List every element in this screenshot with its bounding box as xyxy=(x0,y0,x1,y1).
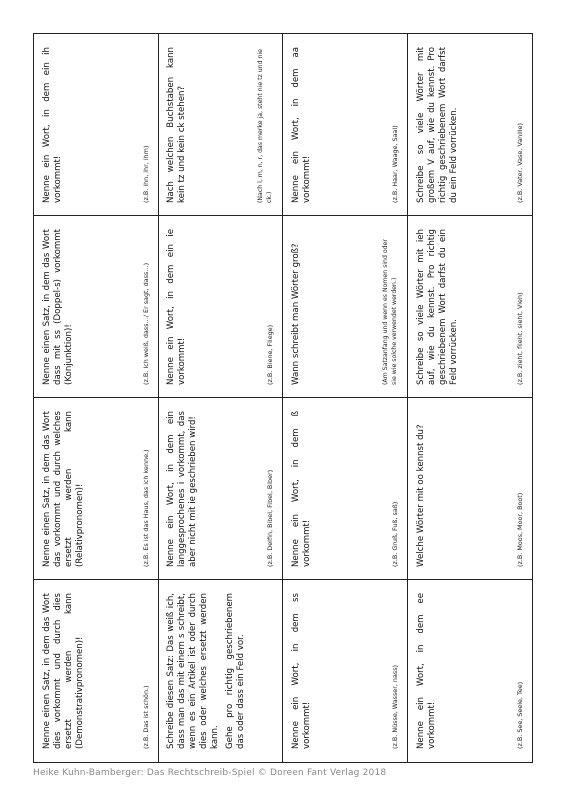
card-example: (z.B. Das ist schön.) xyxy=(141,685,150,749)
card-question-text: Welche Wörter mit oo kennst du? xyxy=(415,423,426,567)
card-r3c2 xyxy=(283,398,408,580)
card-example: (z.B. See, Seele, Tee) xyxy=(515,681,524,749)
card-example: (z.B. zieht, flieht, sieht, Vieh) xyxy=(515,292,524,385)
card-question-text: Nenne ein Wort, in dem ee vorkommt! xyxy=(415,593,437,749)
card-r1c3 xyxy=(34,216,159,398)
card-content xyxy=(162,587,278,755)
card-question-text: Nenne ein Wort, in dem ss vorkommt! xyxy=(290,593,312,749)
card-grid xyxy=(33,33,533,763)
card-example: (z.B. Delfin, Bibel, Fibel, Biber) xyxy=(265,469,274,567)
card-hints xyxy=(390,47,398,203)
card-question xyxy=(291,411,317,567)
card-question-text: Gehe pro richtig geschriebenem das oder dass ein Feld vor. xyxy=(225,593,247,749)
card-r2c3 xyxy=(159,216,284,398)
card-r4c1 xyxy=(408,580,533,762)
card-r2c4 xyxy=(159,34,284,216)
card-r1c4 xyxy=(34,34,159,216)
card-question-text: Schreibe so viele Wörter mit großem V auf, wie du kennst. Pro richtig geschriebenem Wort darfst du ein Feld vorrücken. xyxy=(415,46,459,203)
card-example: (z.B. Gruß, Fuß, saß) xyxy=(390,501,399,567)
card-question-text: Schreibe diesen Satz: Das weiß ich, dass man das mit einem s schreibt, wenn es ein Artikel ist oder durch dies oder welches ersetzt werden kann. xyxy=(166,593,221,749)
card-content xyxy=(38,405,154,573)
card-question-text: Nenne ein Wort, in dem ß vorkommt! xyxy=(290,410,312,567)
card-question xyxy=(416,411,431,567)
card-question-text: Wann schreibt man Wörter groß? xyxy=(290,242,301,385)
card-content xyxy=(38,587,154,755)
card-content xyxy=(162,223,278,391)
card-hints xyxy=(141,593,149,749)
card-example: (z.B. Biene, Fliege) xyxy=(265,324,274,385)
card-r1c2 xyxy=(34,398,159,580)
card-content xyxy=(287,587,403,755)
card-content xyxy=(287,223,403,391)
card-r3c1 xyxy=(283,580,408,762)
card-example: (z.B. ihn, ihr, ihm) xyxy=(141,145,150,203)
card-example: (z.B. Moos, Moor, Boot) xyxy=(515,492,524,567)
card-answer-note: (Am Satzanfang und wenn es Nomen sind oder sie wie solche verwendet werden.) xyxy=(382,238,398,385)
card-hints xyxy=(390,411,398,567)
card-question xyxy=(291,593,317,749)
card-question-text: Nach welchen Buchstaben kann kein tz und kein ck stehen? xyxy=(166,46,188,203)
card-r3c3 xyxy=(283,216,408,398)
card-question xyxy=(416,593,442,749)
card-question-text: Nenne ein Wort, in dem ein langgesprochenes i vorkommt, das aber nicht mit ie geschrieben wird! xyxy=(166,410,199,567)
card-r2c2 xyxy=(159,398,284,580)
card-content xyxy=(412,587,528,755)
card-question xyxy=(166,411,203,567)
card-answer-note: (Nach l, m, n, r, das merke ja, steht nie tz und nie ck.) xyxy=(257,48,273,203)
card-question xyxy=(416,229,464,385)
card-hints xyxy=(266,229,274,385)
card-r3c4 xyxy=(283,34,408,216)
card-question-text: Nenne einen Satz, in dem das Wort dass mit ss (Doppel-s) vorkommt (Konjunktion)! xyxy=(41,228,74,385)
card-hints xyxy=(141,229,149,385)
card-hints xyxy=(258,47,275,203)
card-r4c3 xyxy=(408,216,533,398)
card-hints xyxy=(382,229,399,385)
card-hints xyxy=(390,593,398,749)
card-question xyxy=(166,47,192,203)
card-example: (z.B. Ich weiß, dass…/ Er sagt, dass…) xyxy=(141,262,150,385)
card-r2c1 xyxy=(159,580,284,762)
card-question-text: Nenne ein Wort, in dem ein ih vorkommt! xyxy=(41,46,63,203)
card-hints xyxy=(515,47,523,203)
card-hints xyxy=(515,411,523,567)
card-question xyxy=(416,47,464,203)
card-question xyxy=(291,47,317,203)
card-question xyxy=(42,411,90,567)
card-content xyxy=(412,41,528,209)
card-example: (z.B. Nüsse, Wasser, nass) xyxy=(390,664,399,749)
card-r4c4 xyxy=(408,34,533,216)
card-r4c2 xyxy=(408,398,533,580)
card-example: (z.B. Haar, Waage, Saal) xyxy=(390,124,399,203)
card-content xyxy=(287,41,403,209)
card-content xyxy=(38,223,154,391)
card-question-text: Nenne einen Satz, in dem das Wort das vorkommt und durch welches ersetzt werden kann (Relativpronomen)! xyxy=(41,410,85,567)
card-r1c1 xyxy=(34,580,159,762)
card-question xyxy=(42,229,79,385)
card-content xyxy=(412,223,528,391)
card-hints xyxy=(141,411,149,567)
card-content xyxy=(287,405,403,573)
card-content xyxy=(162,405,278,573)
card-hints xyxy=(515,593,523,749)
card-hints xyxy=(266,411,274,567)
card-question xyxy=(291,229,306,385)
copyright-footer: Heike Kuhn-Bamberger: Das Rechtschreib-Spiel © Doreen Fant Verlag 2018 xyxy=(33,768,387,778)
card-question-text: Nenne einen Satz, in dem das Wort dies vorkommt und durch dies ersetzt werden kann (Demonstrativpronomen)! xyxy=(41,593,85,749)
card-content xyxy=(412,405,528,573)
card-question-text: Nenne ein Wort, in dem aa vorkommt! xyxy=(290,46,312,203)
card-hints xyxy=(515,229,523,385)
card-question xyxy=(166,229,192,385)
card-question xyxy=(42,47,68,203)
card-content xyxy=(162,41,278,209)
card-question-text: Nenne ein Wort, in dem ein ie vorkommt! xyxy=(166,228,188,385)
card-content xyxy=(38,41,154,209)
card-question-text: Schreibe so viele Wörter mit ieh auf, wie du kennst. Pro richtig geschriebenem Wort darfst du ein Feld vorrücken. xyxy=(415,228,459,385)
card-example: (z.B. Es ist das Haus, das ich kenne.) xyxy=(141,448,150,567)
card-question xyxy=(166,593,251,749)
card-hints xyxy=(141,47,149,203)
card-example: (z.B. Vater, Vase, Vanille) xyxy=(515,122,524,203)
card-question xyxy=(42,593,90,749)
